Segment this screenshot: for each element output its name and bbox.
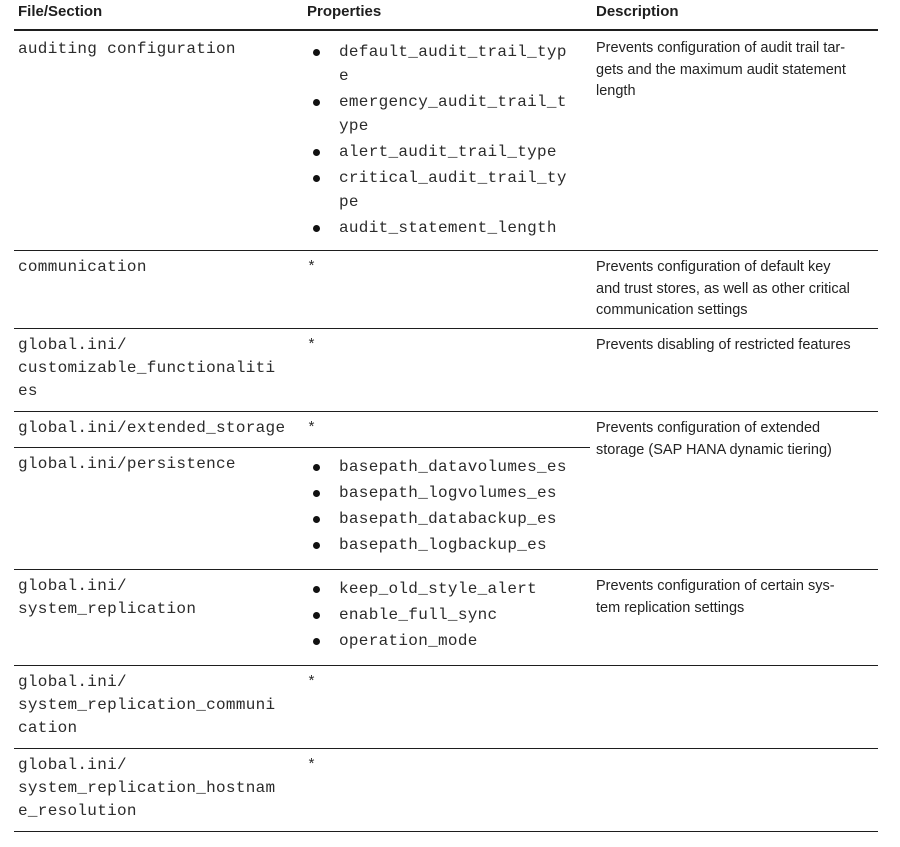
property-item [313, 603, 537, 627]
row-divider [14, 665, 878, 666]
property-name: default_audit_trail_typ e [339, 43, 567, 85]
property-name: basepath_logvolumes_es [339, 484, 557, 502]
property-name: basepath_logbackup_es [339, 536, 547, 554]
property-item [313, 577, 537, 601]
row-divider [14, 748, 878, 749]
property-item [313, 140, 567, 164]
wildcard-marker: * [307, 420, 317, 437]
bullet-icon [313, 542, 320, 549]
row-communication-description: Prevents configuration of default key and trust stores, as well as other critical communication settings [596, 259, 850, 318]
bullet-icon [313, 99, 320, 106]
row-customizable-description: Prevents disabling of restricted features [596, 337, 851, 353]
property-name: operation_mode [339, 632, 478, 650]
property-item [313, 40, 567, 88]
bullet-icon [313, 49, 320, 56]
row-divider [14, 250, 878, 251]
wildcard-marker: * [307, 259, 317, 276]
row-divider [14, 328, 878, 329]
row-customizable-file: global.ini/ customizable_functionaliti es [18, 336, 276, 400]
bullet-icon [313, 612, 320, 619]
column-header-file-section: File/Section [18, 3, 103, 20]
property-item [313, 507, 567, 531]
property-name: emergency_audit_trail_t ype [339, 93, 567, 135]
row-extended-storage-description: Prevents configuration of extended storage (SAP HANA dynamic tiering) [596, 420, 832, 458]
property-item [313, 90, 567, 138]
column-header-properties: Properties [307, 3, 382, 20]
bullet-icon [313, 586, 320, 593]
row-sr-hostname-file: global.ini/ system_replication_hostnam e_resolution [18, 756, 276, 820]
table-bottom-divider [14, 831, 878, 832]
row-auditing-description: Prevents configuration of audit trail tar- gets and the maximum audit statement length [596, 40, 846, 99]
bullet-icon [313, 149, 320, 156]
property-item [313, 481, 567, 505]
bullet-icon [313, 175, 320, 182]
row-system-replication-description: Prevents configuration of certain sys- tem replication settings [596, 578, 835, 616]
row-auditing-properties [313, 40, 567, 240]
wildcard-marker: * [307, 337, 317, 354]
property-item [313, 166, 567, 214]
row-persistence-file: global.ini/persistence [18, 455, 236, 473]
row-divider [14, 411, 878, 412]
bullet-icon [313, 638, 320, 645]
row-communication-file: communication [18, 258, 147, 276]
bullet-icon [313, 516, 320, 523]
header-divider [14, 29, 878, 31]
column-header-description: Description [596, 3, 679, 20]
property-name: basepath_databackup_es [339, 510, 557, 528]
wildcard-marker: * [307, 674, 317, 691]
property-name: audit_statement_length [339, 219, 557, 237]
property-item [313, 455, 567, 479]
row-divider [14, 569, 878, 570]
property-name: basepath_datavolumes_es [339, 458, 567, 476]
file-line: auditing configuration [18, 40, 236, 58]
bullet-icon [313, 225, 320, 232]
property-name: critical_audit_trail_ty pe [339, 169, 567, 211]
row-extended-storage-file: global.ini/extended_storage [18, 419, 286, 437]
property-name: enable_full_sync [339, 606, 498, 624]
property-item [313, 216, 567, 240]
bullet-icon [313, 464, 320, 471]
row-system-replication-properties [313, 577, 537, 653]
row-system-replication-file: global.ini/ system_replication [18, 577, 197, 618]
row-persistence-properties [313, 455, 567, 557]
bullet-icon [313, 490, 320, 497]
property-item [313, 629, 537, 653]
property-item [313, 533, 567, 557]
property-name: keep_old_style_alert [339, 580, 538, 598]
property-name: alert_audit_trail_type [339, 143, 557, 161]
row-auditing-file [18, 38, 236, 61]
wildcard-marker: * [307, 757, 317, 774]
row-divider-partial [14, 447, 590, 448]
row-sr-communication-file: global.ini/ system_replication_communi cation [18, 673, 276, 737]
